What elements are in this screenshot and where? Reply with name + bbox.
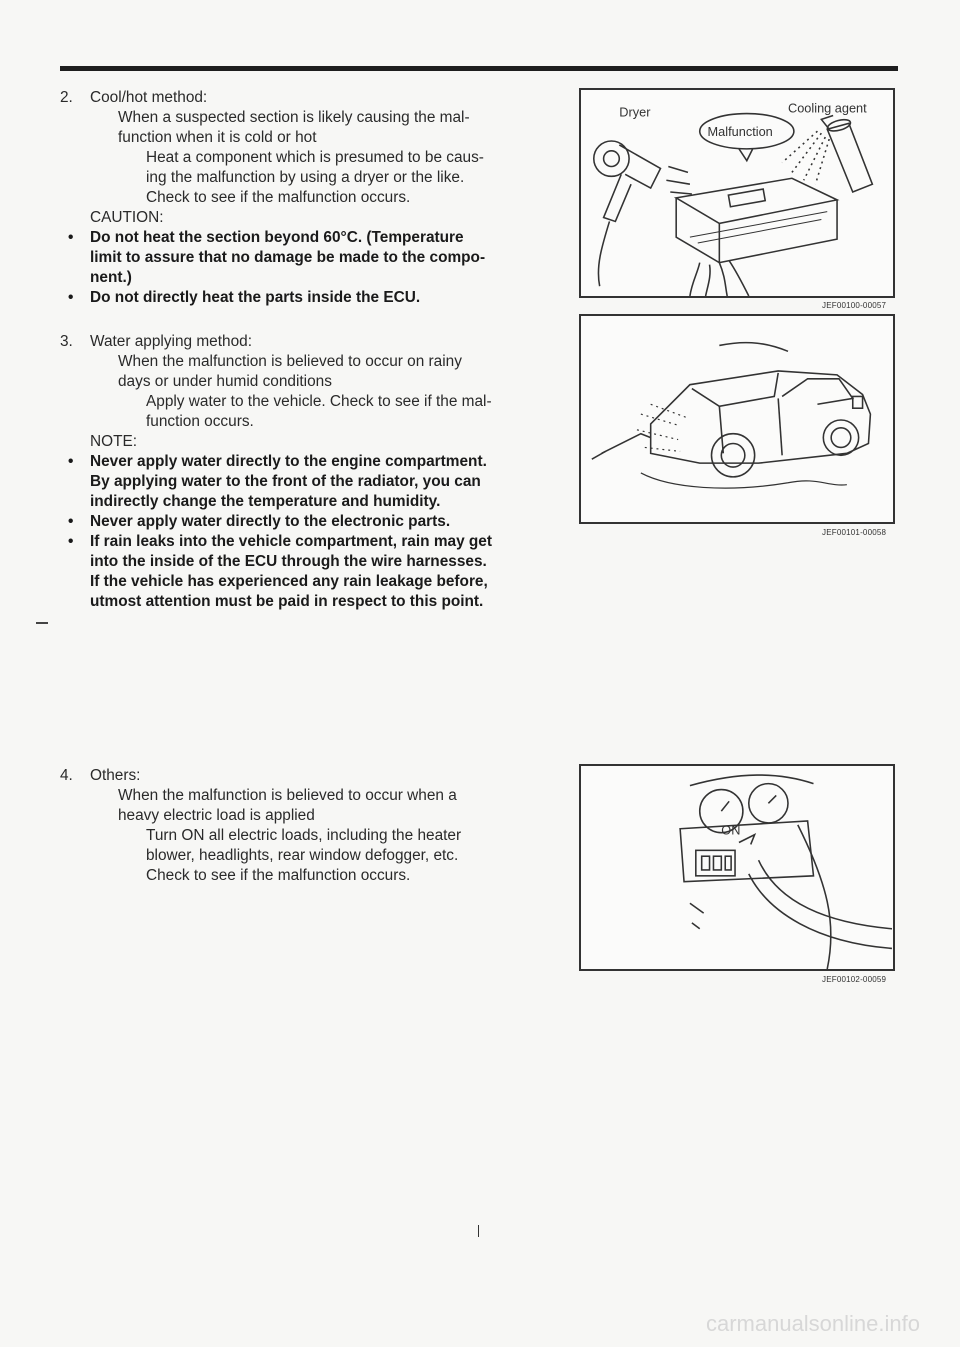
arrow-icon	[739, 835, 755, 845]
bullet-line: Never apply water directly to the engine compartment.	[90, 453, 487, 470]
action-line: Apply water to the vehicle. Check to see if the mal-	[146, 393, 492, 410]
condition-line: days or under humid conditions	[118, 373, 332, 390]
bullet-line: into the inside of the ECU through the wire harnesses.	[90, 553, 487, 570]
condition-line: When a suspected section is likely causing the mal-	[118, 109, 470, 126]
figure-dashboard	[579, 764, 895, 971]
action-line: Heat a component which is presumed to be caus-	[146, 149, 484, 166]
figure-code: JEF00101-00058	[822, 528, 887, 537]
bullet-line: indirectly change the temperature and humidity.	[90, 493, 441, 510]
bullet-item	[60, 288, 550, 308]
page-marker	[478, 1225, 479, 1237]
section-water	[60, 332, 550, 612]
bullet-dot: •	[68, 289, 74, 306]
figure-code: JEF00102-00059	[822, 975, 887, 984]
note-heading: NOTE:	[90, 433, 138, 450]
action-line: function occurs.	[146, 413, 254, 430]
front-wheel	[711, 434, 754, 477]
bullet-dot: •	[68, 229, 74, 246]
bullet-line: If rain leaks into the vehicle compartment, rain may get	[90, 533, 492, 550]
dryer-label: Dryer	[619, 104, 651, 120]
section-title: Others:	[90, 767, 141, 784]
section-cool-hot	[60, 88, 550, 308]
top-rule	[60, 66, 898, 71]
steering-wheel	[749, 874, 892, 949]
action-line: blower, headlights, rear window defogger, etc.	[146, 847, 459, 864]
ecu-box	[676, 178, 837, 223]
rear-wheel	[823, 420, 858, 455]
bullet-line: Never apply water directly to the electronic parts.	[90, 513, 451, 530]
figure-cool-hot	[579, 88, 895, 298]
watermark: carmanualsonline.info	[705, 1311, 920, 1336]
bullet-line: Do not directly heat the parts inside the ECU.	[90, 289, 421, 306]
condition-line: When the malfunction is believed to occur when a	[118, 787, 457, 804]
section-title: Water applying method:	[90, 333, 252, 350]
bullet-line: limit to assure that no damage be made to the compo-	[90, 249, 486, 266]
action-line: Check to see if the malfunction occurs.	[146, 867, 411, 884]
section-title: Cool/hot method:	[90, 89, 208, 106]
condition-line: function when it is cold or hot	[118, 129, 317, 146]
dashboard-illustration	[581, 766, 893, 969]
caution-heading: CAUTION:	[90, 209, 164, 226]
bullet-dot: •	[68, 453, 74, 470]
bullet-dot: •	[68, 533, 74, 550]
condition-line: When the malfunction is believed to occur on rainy	[118, 353, 462, 370]
ecu-illustration	[581, 90, 893, 296]
bullet-item	[60, 532, 550, 612]
bullet-line: utmost attention must be paid in respect to this point.	[90, 593, 484, 610]
bullet-line: By applying water to the front of the radiator, you can	[90, 473, 481, 490]
bullet-line: Do not heat the section beyond 60°C. (Temperature	[90, 229, 464, 246]
bullet-line: If the vehicle has experienced any rain leakage before,	[90, 573, 488, 590]
dryer-icon	[594, 141, 629, 176]
water-hose	[602, 434, 651, 454]
bullet-item	[60, 512, 550, 532]
section-number: 4.	[60, 767, 73, 784]
margin-dash	[36, 622, 48, 624]
on-label: ON	[721, 822, 741, 838]
figure-code: JEF00100-00057	[822, 301, 887, 310]
cooling-agent-can	[827, 123, 872, 192]
section-number: 3.	[60, 333, 73, 350]
malfunction-label: Malfunction	[707, 124, 773, 140]
bullet-item	[60, 228, 550, 288]
section-others	[60, 766, 550, 886]
section-number: 2.	[60, 89, 73, 106]
condition-line: heavy electric load is applied	[118, 807, 315, 824]
action-line: Turn ON all electric loads, including the heater	[146, 827, 462, 844]
cooling-agent-label: Cooling agent	[788, 100, 867, 116]
bullet-line: nent.)	[90, 269, 132, 286]
bullet-item	[60, 452, 550, 512]
bullet-dot: •	[68, 513, 74, 530]
action-line: ing the malfunction by using a dryer or the like.	[146, 169, 465, 186]
figure-water	[579, 314, 895, 524]
action-line: Check to see if the malfunction occurs.	[146, 189, 411, 206]
car-water-illustration	[581, 316, 893, 522]
